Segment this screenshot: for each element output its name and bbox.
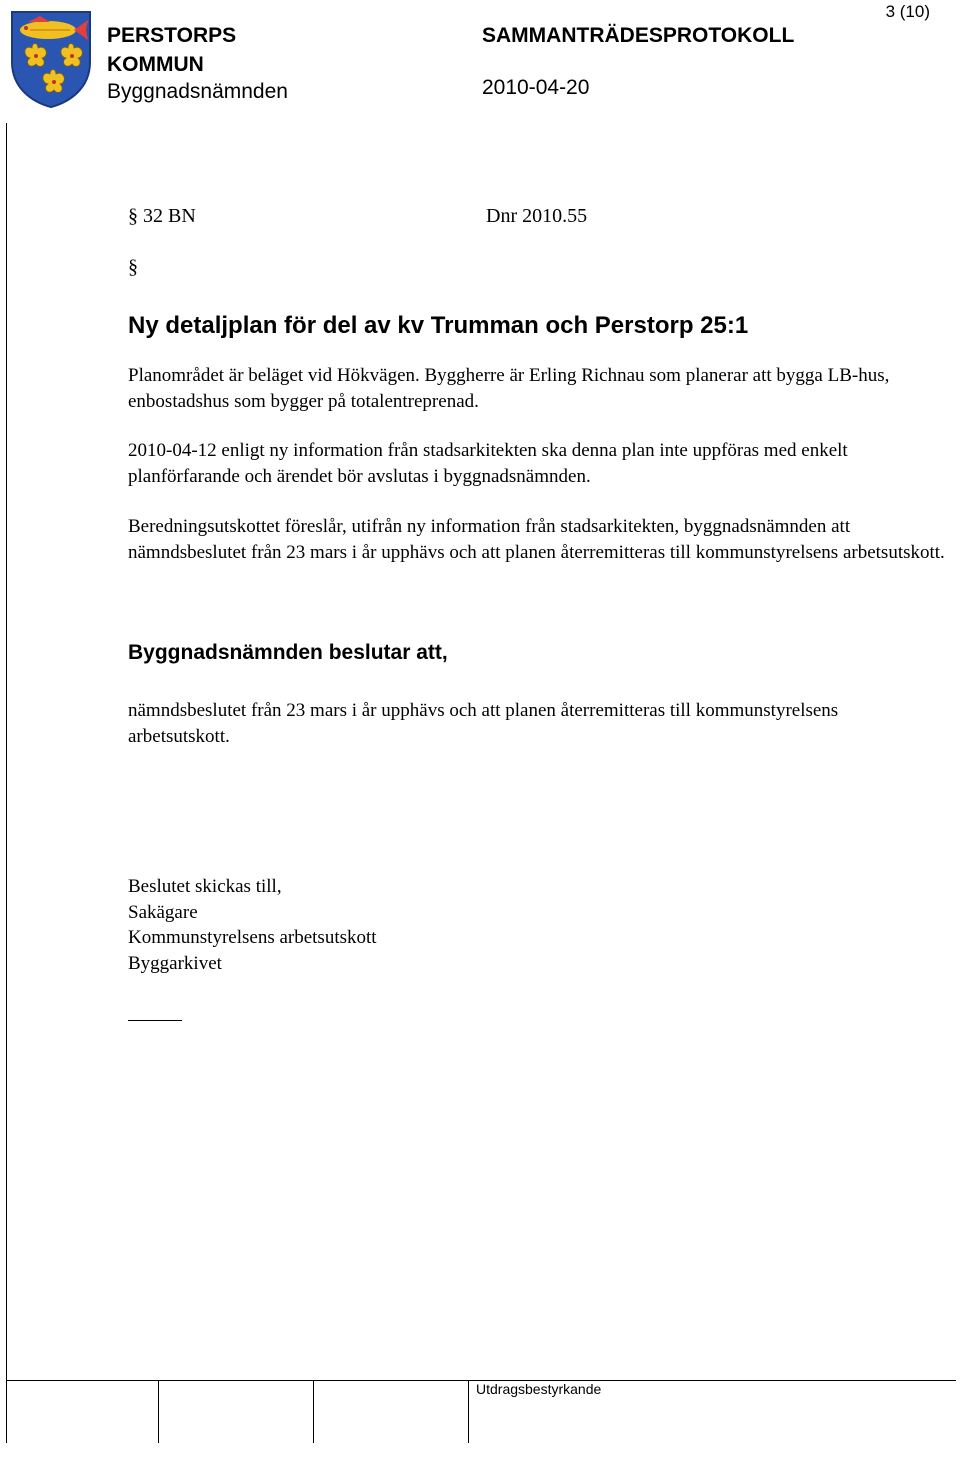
case-number: Dnr 2010.55 [486,205,588,227]
body-paragraph: Beredningsutskottet föreslår, utifrån ny information från stadsarkitekten, byggnadsnämnden att nämndsbeslutet från 23 mars i år upphävs och att planen återremitteras till kommunstyrelsens arbetsutskott. [128,516,945,563]
recipient-list-heading: Beslutet skickas till, [128,876,282,897]
paragraph-reference: § 32 BN [128,205,196,227]
recipient-list [128,874,377,976]
organization-name: PERSTORPS [107,24,237,47]
recipient-item: Byggarkivet [128,952,222,974]
left-margin-rule [6,123,7,1443]
decision-text: nämndsbeslutet från 23 mars i år upphävs och att planen återremitteras till kommunstyrelsens arbetsutskott. [128,700,839,747]
page-number: 3 (10) [885,2,930,21]
body-paragraph: Planområdet är beläget vid Hökvägen. Byggherre är Erling Richnau som planerar att bygga LB-hus, enbostadshus som bygger på totalentreprenad. [128,365,890,412]
item-title: Ny detaljplan för del av kv Trumman och Perstorp 25:1 [128,312,749,339]
meeting-date: 2010-04-20 [482,76,590,99]
signature-cell-divider [313,1381,314,1443]
decision-heading: Byggnadsnämnden beslutar att, [128,641,448,664]
recipient-item: Sakägare [128,901,198,923]
body-paragraph: 2010-04-12 enligt ny information från stadsarkitekten ska denna plan inte uppföras med enkelt planförfarande och ärendet bör avslutas i byggnadsnämnden. [128,440,848,487]
section-symbol: § [128,256,138,278]
coat-of-arms-icon [10,10,92,108]
document-type: SAMMANTRÄDESPROTOKOLL [482,24,795,47]
department-name: Byggnadsnämnden [107,80,288,103]
signature-cell-divider [468,1381,469,1443]
signature-cell-divider [158,1381,159,1443]
signature-label: Utdragsbestyrkande [476,1381,602,1397]
organization-name-line2: KOMMUN [107,53,204,76]
recipient-item: Kommunstyrelsens arbetsutskott [128,927,377,948]
end-rule [128,1020,182,1021]
